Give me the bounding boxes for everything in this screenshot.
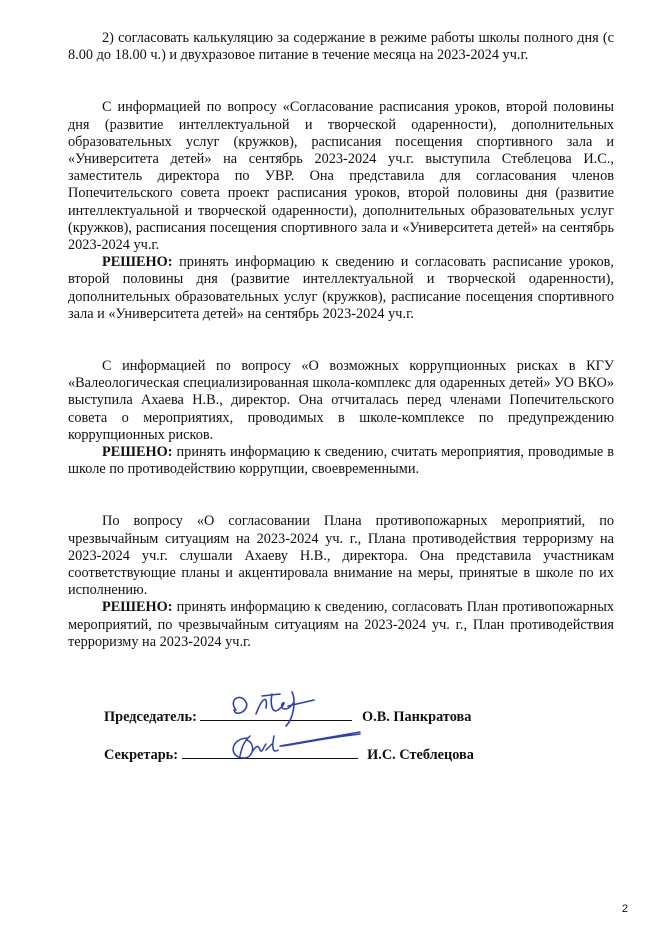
decision-text: принять информацию к сведению и согласовать расписание уроков, второй половины дня (развитие интеллектуальной и творческой одаренности), дополнительных образовательных услуг (кружков), расписание посещения спортивного зала и «Университета детей» на сентябрь 2023-2024 уч.г. <box>68 254 615 322</box>
body-text <box>68 30 614 651</box>
decision-label: РЕШЕНО: <box>102 599 173 616</box>
decision-text: принять информацию к сведению, считать мероприятия, проводимые в школе по противодействию коррупции, своевременными. <box>68 444 614 478</box>
paragraph-schedule-info: С информацией по вопросу «Согласование расписания уроков, второй половины дня (развитие интеллектуальной и творческой одаренности), дополнительных образовательных услуг (кружков), расписания посещения спортивного зала и «Университета детей» на сентябрь 2023-2024 уч.г. выступила Стеблецова И.С., заместитель директора по УВР. Она представила для согласования членов Попечительского совета проект расписания уроков, второй половины дня (развитие интеллектуальной и творческой одаренности), дополнительных образовательных услуг (кружков), расписания посещения спортивного зала и «Университета детей» на сентябрь 2023-2024 уч.г. <box>68 99 614 254</box>
secretary-label: Секретарь: <box>104 747 178 763</box>
decision-text: принять информацию к сведению, согласовать План противопожарных мероприятий, по чрезвычайным ситуациям на 2023-2024 уч. г., План противодействия терроризму на 2023-2024 уч.г. <box>68 599 615 650</box>
paragraph-fire-plan-decision <box>68 599 614 651</box>
decision-label: РЕШЕНО: <box>102 254 173 271</box>
secretary-name: И.С. Стеблецова <box>367 747 474 763</box>
paragraph-item-2: 2) согласовать калькуляцию за содержание в режиме работы школы полного дня (с 8.00 до 18.00 ч.) и двухразовое питание в течение месяца на 2023-2024 уч.г. <box>68 30 614 64</box>
paragraph-corruption-info: С информацией по вопросу «О возможных коррупционных рисках в КГУ «Валеологическая специализированная школа-комплекс для одаренных детей» УО ВКО» выступила Ахаева Н.В., директор. Она отчиталась перед членами Попечительского совета о мероприятиях, проводимых в школе-комплексе по предупреждению коррупционных рисков. <box>68 358 614 443</box>
chair-name: О.В. Панкратова <box>362 709 472 725</box>
chair-label: Председатель: <box>104 709 197 725</box>
page-number: 2 <box>621 903 628 915</box>
decision-label: РЕШЕНО: <box>102 444 173 461</box>
secretary-handwritten-signature <box>220 728 370 768</box>
chair-handwritten-signature <box>222 688 332 728</box>
paragraph-fire-plan-info: По вопросу «О согласовании Плана противопожарных мероприятий, по чрезвычайным ситуациям на 2023-2024 уч. г., Плана противодействия терроризму на 2023-2024 уч.г. слушали Ахаеву Н.В., директора. Она представила участникам соответствующие планы и акцентировала внимание на меры, принятые в школе по их исполнению. <box>68 513 614 599</box>
paragraph-schedule-decision <box>68 254 614 323</box>
paragraph-corruption-decision <box>68 444 614 478</box>
